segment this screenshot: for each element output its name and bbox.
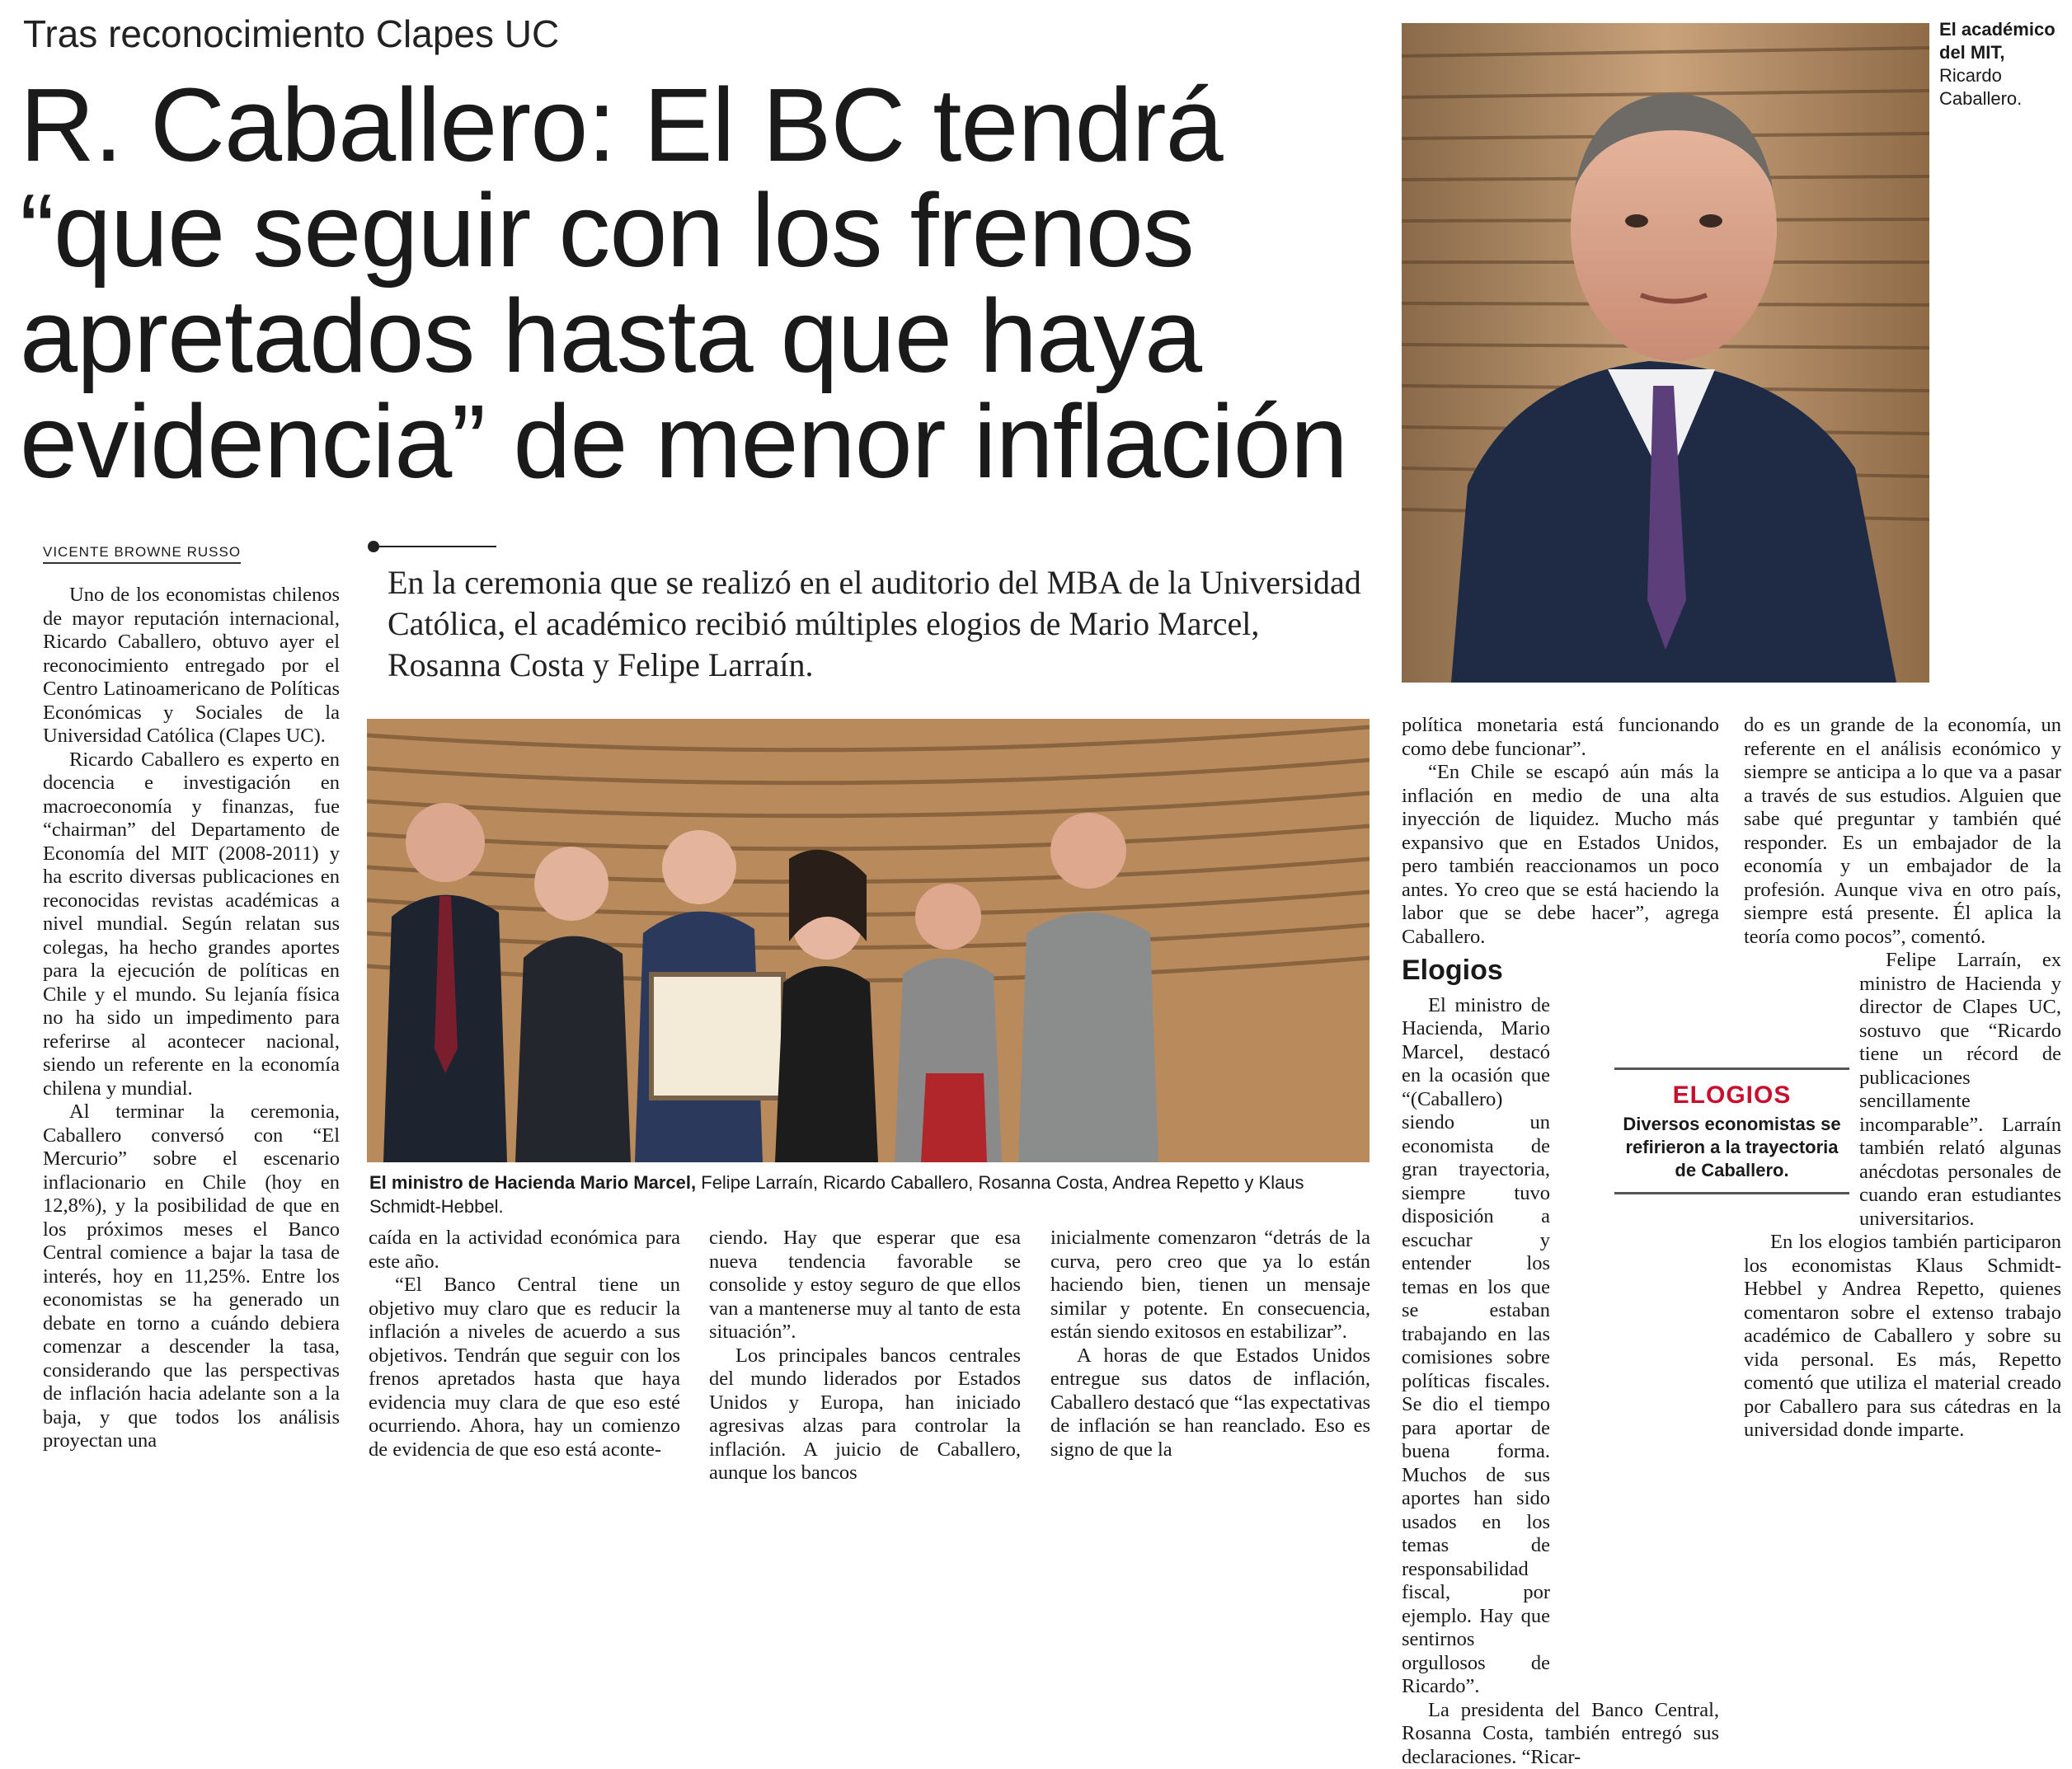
paragraph: A horas de que Estados Unidos entregue sus datos de inflación, Caballero destacó que “las expectativas de inflación se han reanclado. Eso es signo de que la [1050, 1344, 1370, 1462]
kicker: Tras reconocimiento Clapes UC [23, 12, 559, 56]
column-4 [1050, 1227, 1370, 1462]
paragraph: La presidenta del Banco Central, Rosanna Costa, también entregó sus declaraciones. “Ricar- [1402, 1699, 1719, 1769]
paragraph: “El Banco Central tiene un objetivo muy claro que es reducir la inflación a niveles de acuerdo a sus objetivos. Tendrán que seguir con los frenos apretados hasta que haya evidencia muy clara de que eso esté ocurriendo. Ahora, hay un comienzo de evidencia de que eso está aconte- [369, 1274, 680, 1462]
portrait-caption [1939, 18, 2063, 110]
callout-title: ELOGIOS [1614, 1082, 1849, 1110]
lead-rule [373, 546, 496, 547]
lead-paragraph: En la ceremonia que se realizó en el auditorio del MBA de la Universidad Católica, el académico recibió múltiples elogios de Mario Marcel, Rosanna Costa y Felipe Larraín. [388, 562, 1369, 686]
headline: R. Caballero: El BC tendrá “que seguir con los frenos apretados hasta que haya evidencia” de menor inflación [20, 73, 1372, 495]
paragraph: En los elogios también participaron los economistas Klaus Schmidt-Hebbel y Andrea Repetto, quienes comentaron sobre el extenso trabajo académico de Caballero y sobre su vida personal. Es más, Repetto comentó que utiliza el material creado por Caballero para sus cátedras en la universidad donde imparte. [1744, 1231, 2061, 1443]
subhead-elogios: Elogios [1402, 959, 1719, 983]
column-3 [709, 1227, 1021, 1485]
paragraph: Los principales bancos centrales del mundo liderados por Estados Unidos y Europa, han iniciado agresivas alzas para controlar la inflación. A juicio de Caballero, aunque los bancos [709, 1344, 1021, 1485]
paragraph: Uno de los economistas chilenos de mayor reputación internacional, Ricardo Caballero, obtuvo ayer el reconocimiento entregado por el Centro Latinoamericano de Políticas Económicas y Sociales de la Universidad Católica (Clapes UC). [43, 584, 340, 748]
column-6 [1744, 714, 2061, 1443]
paragraph: El ministro de Hacienda, Mario Marcel, destacó en la ocasión que “(Caballero) siendo un economista de gran trayectoria, siempre tuvo disposición a escuchar y entender los temas en los que se estaban trabajando en las comisiones sobre políticas fiscales. Se dio el tiempo para aportar de buena forma. Muchos de sus aportes han sido usados en los temas de responsabilidad fiscal, por ejemplo. Hay que sentirnos orgullosos de Ricardo”. [1402, 994, 1550, 1699]
group-photo [367, 719, 1370, 1162]
group-caption-bold: El ministro de Hacienda Mario Marcel, [369, 1172, 696, 1193]
group-photo-caption [369, 1171, 1369, 1218]
portrait-caption-text: Ricardo Caballero. [1939, 65, 2022, 109]
paragraph: Ricardo Caballero es experto en docencia e investigación en macroeconomía y finanzas, fue “chairman” del Departamento de Economía del MIT (2008-2011) y ha escrito diversas publicaciones en reconocidas revistas académicas a nivel mundial. Según relatan sus colegas, ha hecho grandes aportes para la ejecución de políticas en Chile y el mundo. Su lejanía física no ha sido un impedimento para referirse al acontecer nacional, siendo un referente en la economía chilena y mundial. [43, 748, 340, 1101]
column-1 [43, 584, 340, 1453]
column-5 [1402, 714, 1719, 1769]
paragraph: “En Chile se escapó aún más la inflación en medio de una alta inyección de liquidez. Mucho más expansivo que en Estados Unidos, pero también reaccionamos un poco antes. Yo creo que se está haciendo la labor que se debe hacer”, agrega Caballero. [1402, 761, 1719, 949]
paragraph: caída en la actividad económica para este año. [369, 1227, 680, 1274]
paragraph: ciendo. Hay que esperar que esa nueva tendencia favorable se consolide y estoy seguro de que ellos van a mantenerse muy al tanto de esta situación”. [709, 1227, 1021, 1344]
callout-text: Diversos economistas se refirieron a la trayectoria de Caballero. [1614, 1113, 1849, 1182]
portrait-photo [1402, 23, 1929, 683]
paragraph: do es un grande de la economía, un referente en el análisis económico y siempre se anticipa a lo que va a pasar a través de sus estudios. Alguien que sabe qué preguntar y también qué responder. Es un embajador de la economía y un embajador de la profesión. Aunque viva en otro país, siempre está presente. Él aplica la teoría como pocos”, comentó. [1744, 714, 2061, 949]
byline: VICENTE BROWNE RUSSO [43, 544, 241, 564]
column-2 [369, 1227, 680, 1462]
paragraph: política monetaria está funcionando como debe funcionar”. [1402, 714, 1719, 761]
paragraph: inicialmente comenzaron “detrás de la curva, pero creo que ya lo están haciendo bien, tienen un mensaje similar y potente. En consecuencia, están siendo exitosos en estabilizar”. [1050, 1227, 1370, 1344]
portrait-caption-bold: El académico del MIT, [1939, 19, 2056, 63]
group-caption-text: Felipe Larraín, Ricardo Caballero, Rosanna Costa, Andrea Repetto y Klaus Schmidt-Hebbel. [369, 1172, 1304, 1217]
paragraph: Felipe Larraín, ex ministro de Hacienda y director de Clapes UC, sostuvo que “Ricardo tiene un récord de publicaciones sencillamente incomparable”. Larraín también relató algunas anécdotas personales de cuando eran estudiantes universitarios. [1859, 949, 2061, 1231]
paragraph: Al terminar la ceremonia, Caballero conversó con “El Mercurio” sobre el escenario inflacionario en Chile (hoy en 12,8%), y la posibilidad de que en los próximos meses el Banco Central comience a bajar la tasa de interés, hoy en 11,25%. Entre los economistas se ha generado un debate en torno a cuándo debiera comenzar a descender la tasa, considerando que las perspectivas de inflación hacia adelante son a la baja, y que todos los análisis proyectan una [43, 1100, 340, 1453]
